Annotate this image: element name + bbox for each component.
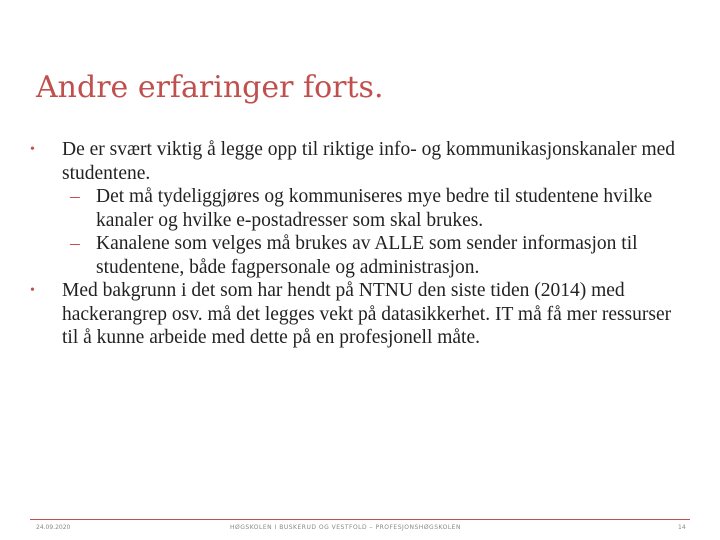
sub-bullet-2 [30, 232, 690, 279]
bullet-1 [30, 138, 690, 185]
bullet-marker: • [30, 283, 35, 298]
sub-bullet-text: Det må tydeliggjøres og kommuniseres mye bedre til studentene hvilke kanaler og hvilke e-postadresser som skal brukes. [96, 186, 653, 231]
footer-date: 24.09.2020 [36, 524, 71, 531]
bullet-text: Med bakgrunn i det som har hendt på NTNU den siste tiden (2014) med hackerangrep osv. må det legges vekt på datasikkerhet. IT må få mer ressurser til å kunne arbeide med dette på en profesjonell måte. [62, 280, 672, 348]
footer-institution: HØGSKOLEN I BUSKERUD OG VESTFOLD – PROFESJONSHØGSKOLEN [230, 524, 461, 531]
sub-bullet-marker: – [70, 233, 80, 254]
sub-bullet-text: Kanalene som velges må brukes av ALLE som sender informasjon til studentene, både fagpersonale og administrasjon. [96, 233, 638, 278]
sub-bullet-marker: – [70, 186, 80, 207]
sub-bullet-1 [30, 185, 690, 232]
bullet-marker: • [30, 142, 35, 157]
footer-divider [30, 519, 690, 520]
slide-body [30, 138, 690, 350]
bullet-text: De er svært viktig å legge opp til riktige info- og kommunikasjonskanaler med studentene. [62, 139, 676, 184]
slide-title: Andre erfaringer forts. [36, 70, 384, 105]
bullet-2 [30, 279, 690, 350]
page-number: 14 [678, 524, 686, 531]
